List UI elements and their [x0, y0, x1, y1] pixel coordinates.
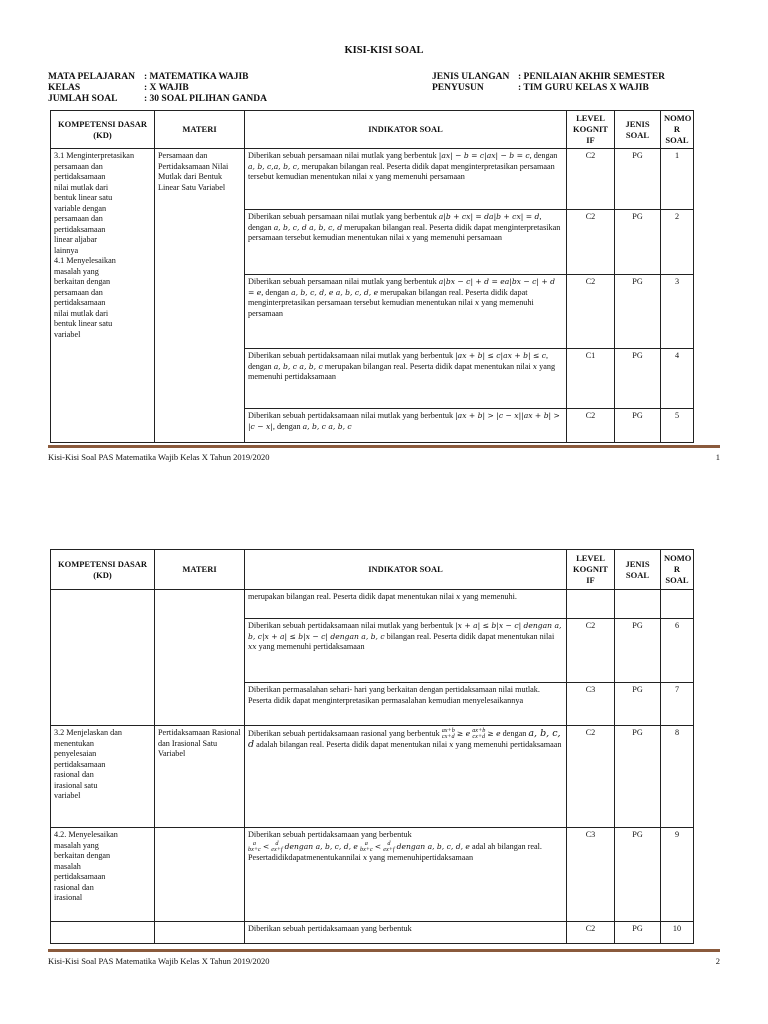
nomor-cell: 8 [661, 726, 694, 828]
page-number: 2 [715, 956, 720, 966]
jenis-cell: PG [615, 149, 661, 210]
nomor-cell: 4 [661, 349, 694, 409]
materi-cell: Pertidaksamaan Rasional dan Irasional Satu Variabel [155, 726, 245, 828]
page-number: 1 [715, 452, 720, 462]
meta-question-count: JUMLAH SOAL : 30 SOAL PILIHAN GANDA [48, 94, 267, 104]
level-cell: C2 [567, 409, 615, 443]
footer-divider [48, 949, 720, 952]
indikator-cell: Diberikan sebuah pertidaksamaan yang berbentuk [245, 922, 567, 944]
table-row [51, 828, 694, 922]
table-header-row [51, 111, 694, 149]
materi-cell [155, 590, 245, 726]
header-kd: KOMPETENSI DASAR (KD) [51, 550, 155, 590]
header-materi: MATERI [155, 550, 245, 590]
nomor-cell: 5 [661, 409, 694, 443]
meta-right [432, 72, 665, 94]
meta-left [48, 72, 267, 105]
header-nomor: NOMO R SOAL [661, 550, 694, 590]
meta-author: PENYUSUN : TIM GURU KELAS X WAJIB [432, 83, 649, 93]
level-cell: C3 [567, 683, 615, 726]
meta-exam-type: JENIS ULANGAN : PENILAIAN AKHIR SEMESTER [432, 72, 666, 82]
nomor-cell: 1 [661, 149, 694, 210]
kd-cell [51, 590, 155, 726]
header-jenis: JENIS SOAL [615, 111, 661, 149]
level-cell: C2 [567, 922, 615, 944]
indikator-cell: Diberikan sebuah pertidaksamaan nilai mutlak yang berbentuk |x + a| ≤ b|x − c| dengan a, b, c|x + a| ≤ b|x − c| dengan a, b, c bilangan real. Peserta didik dapat menentukan nilai xx yang memenuhi pertidaksamaan [245, 619, 567, 683]
nomor-cell: 2 [661, 210, 694, 275]
jenis-cell [615, 590, 661, 619]
footer-divider [48, 445, 720, 448]
kd-cell: 3.2 Menjelaskan dan menentukan penyelesaian pertidaksamaan rasional dan irasional satu variabel [51, 726, 155, 828]
indikator-cell: Diberikan permasalahan sehari- hari yang berkaitan dengan pertidaksamaan nilai mutlak. Peserta didik dapat menginterpretasikan permasalahan kemudian menyelesaikannya [245, 683, 567, 726]
table-row [51, 726, 694, 828]
jenis-cell: PG [615, 619, 661, 683]
table-row [51, 922, 694, 944]
page-1 [0, 0, 768, 470]
kd-cell: 3.1 Menginterpretasikan persamaan dan pertidaksamaan nilai mutlak dari bentuk linear satu variable dengan persamaan dan pertidaksamaan linear aljabar lainnya 4.1 Menyelesaikan masalah yang berkaitan dengan persamaan dan pertidaksamaan nilai mutlak dari bentuk linear satu variabel [51, 149, 155, 443]
fraction: ax+b cx+d [472, 727, 486, 740]
jenis-cell: PG [615, 922, 661, 944]
meta-class: KELAS : X WAJIB [48, 83, 189, 93]
header-indikator: INDIKATOR SOAL [245, 550, 567, 590]
header-jenis: JENIS SOAL [615, 550, 661, 590]
page-footer [48, 452, 720, 462]
level-cell: C3 [567, 828, 615, 922]
jenis-cell: PG [615, 210, 661, 275]
nomor-cell: 10 [661, 922, 694, 944]
kd-cell: 4.2. Menyelesaikan masalah yang berkaitan dengan masalah pertidaksamaan rasional dan irasional [51, 828, 155, 922]
jenis-cell: PG [615, 726, 661, 828]
level-cell: C1 [567, 349, 615, 409]
level-cell: C2 [567, 726, 615, 828]
materi-cell: Persamaan dan Pertidaksamaan Nilai Mutlak dari Bentuk Linear Satu Variabel [155, 149, 245, 443]
header-level: LEVEL KOGNIT IF [567, 111, 615, 149]
jenis-cell: PG [615, 683, 661, 726]
header-indikator: INDIKATOR SOAL [245, 111, 567, 149]
jenis-cell: PG [615, 409, 661, 443]
indikator-cell: Diberikan sebuah persamaan nilai mutlak yang berbentuk a|bx − c| + d = ea|bx − c| + d = e, dengan a, b, c, d, e a, b, c, d, e merupakan bilangan real. Peserta didik dapat menginterpretasikan persamaan tersebut kemudian menentukan nilai x yang memenuhi persamaan [245, 275, 567, 349]
level-cell: C2 [567, 210, 615, 275]
header-nomor: NOMO R SOAL [661, 111, 694, 149]
table-row [51, 149, 694, 210]
level-cell: C2 [567, 275, 615, 349]
nomor-cell: 3 [661, 275, 694, 349]
jenis-cell: PG [615, 275, 661, 349]
nomor-cell [661, 590, 694, 619]
materi-cell [155, 828, 245, 922]
nomor-cell: 6 [661, 619, 694, 683]
page-footer [48, 956, 720, 966]
materi-cell [155, 922, 245, 944]
kd-cell [51, 922, 155, 944]
indikator-cell: Diberikan sebuah pertidaksamaan nilai mutlak yang berbentuk |ax + b| > |c − x||ax + b| > |c − x|, dengan a, b, c a, b, c [245, 409, 567, 443]
level-cell: C2 [567, 149, 615, 210]
table-header-row [51, 550, 694, 590]
grid-table-page-1 [50, 110, 694, 443]
nomor-cell: 9 [661, 828, 694, 922]
level-cell [567, 590, 615, 619]
header-kd: KOMPETENSI DASAR (KD) [51, 111, 155, 149]
indikator-cell: Diberikan sebuah pertidaksamaan rasional yang berbentuk ax+b cx+d ≥ e ax+b cx+d ≥ e dengan a, b, c, d adalah bilangan real. Peserta didik dapat menentukan nilai x yang memenuhi pertidaksamaan [245, 726, 567, 828]
indikator-cell: Diberikan sebuah persamaan nilai mutlak yang berbentuk a|b + cx| = da|b + cx| = d, dengan a, b, c, d a, b, c, d merupakan bilangan real. Peserta didik dapat menginterpretasikan persamaan tersebut kemudian menentukan nilai x yang memenuhi persamaan [245, 210, 567, 275]
meta-subject: MATA PELAJARAN : MATEMATIKA WAJIB [48, 72, 249, 82]
footer-text: Kisi-Kisi Soal PAS Matematika Wajib Kelas X Tahun 2019/2020 [48, 956, 270, 966]
jenis-cell: PG [615, 828, 661, 922]
indikator-cell: Diberikan sebuah persamaan nilai mutlak yang berbentuk |ax| − b = c|ax| − b = c, dengan a, b, c,a, b, c, merupakan bilangan real. Peserta didik dapat menginterpretasikan persamaan tersebut kemudian menentukan nilai x yang memenuhi persamaan [245, 149, 567, 210]
page-2 [0, 470, 768, 1024]
fraction: ax+b cx+d [441, 727, 455, 740]
table-row [51, 590, 694, 619]
indikator-cell: Diberikan sebuah pertidaksamaan yang berbentuk a bx+c < d ex+f dengan a, b, c, d, e a bx+c < d ex+f dengan a, b, c, d, e adal ah bilangan real. Pesertadidikdapatmenentukannilai x yang memenuhipertidaksamaan [245, 828, 567, 922]
document-title: KISI-KISI SOAL [344, 45, 424, 56]
header-level: LEVEL KOGNIT IF [567, 550, 615, 590]
jenis-cell: PG [615, 349, 661, 409]
nomor-cell: 7 [661, 683, 694, 726]
level-cell: C2 [567, 619, 615, 683]
indikator-cell: merupakan bilangan real. Peserta didik dapat menentukan nilai x yang memenuhi. [245, 590, 567, 619]
indikator-cell: Diberikan sebuah pertidaksamaan nilai mutlak yang berbentuk |ax + b| ≤ c|ax + b| ≤ c, dengan a, b, c a, b, c merupakan bilangan real. Peserta didik dapat menentukan nilai x yang memenuhi pertidaksamaan [245, 349, 567, 409]
grid-table-page-2 [50, 549, 694, 944]
footer-text: Kisi-Kisi Soal PAS Matematika Wajib Kelas X Tahun 2019/2020 [48, 452, 270, 462]
header-materi: MATERI [155, 111, 245, 149]
